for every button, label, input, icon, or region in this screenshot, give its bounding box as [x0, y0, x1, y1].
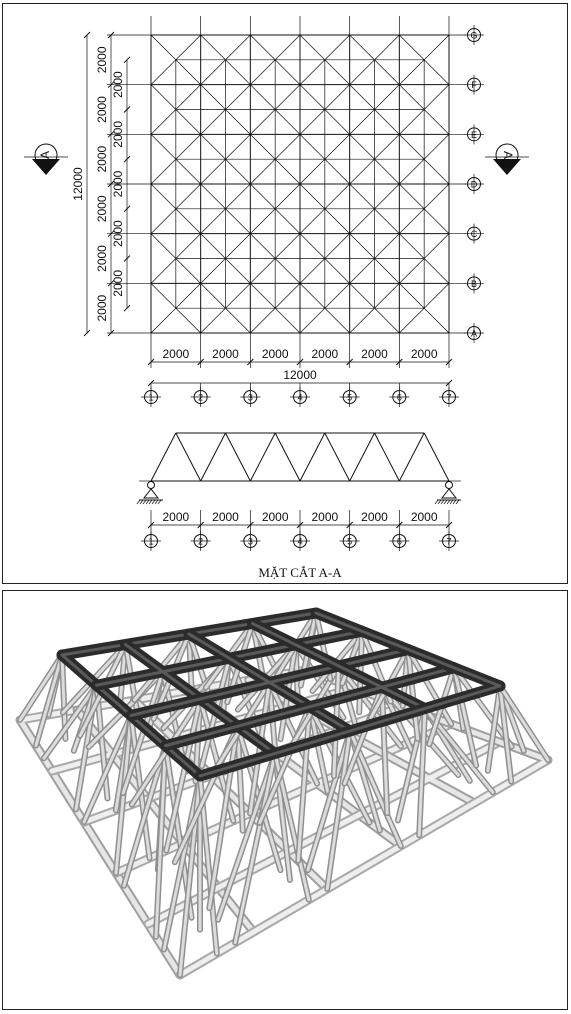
section-axis-1 — [141, 531, 161, 551]
bay-dim-x: 2000 — [410, 347, 438, 361]
section-axis-5 — [340, 531, 360, 551]
section-caption: MẶT CẮT A-A — [258, 565, 342, 580]
web-diagonal — [325, 433, 350, 481]
section-marker-left — [24, 144, 68, 175]
section-bay-dim: 2000 — [162, 510, 190, 524]
end-diagonal — [424, 433, 449, 481]
row-axis-A-label: A — [470, 328, 478, 339]
row-axis-C — [464, 224, 484, 244]
end-diagonal — [151, 433, 176, 481]
bay-dim-y-offset: 2000 — [111, 269, 125, 297]
total-dim-x: 12000 — [283, 368, 317, 382]
bay-dim-y: 2000 — [95, 96, 109, 123]
column-axis-7 — [439, 387, 459, 407]
support-2 — [435, 482, 461, 505]
bay-dim-y-offset: 2000 — [111, 170, 125, 198]
bay-dim-y: 2000 — [95, 195, 109, 223]
row-axis-E — [464, 124, 484, 144]
section-axis-4-label: 4 — [297, 536, 303, 547]
bay-dim-x: 2000 — [212, 347, 239, 361]
section-marker-right-label: A — [500, 150, 515, 160]
section-axis-6-label: 6 — [396, 536, 402, 547]
column-axis-5 — [340, 387, 360, 407]
space-truss-plan — [151, 16, 449, 333]
column-axis-3-label: 3 — [247, 392, 253, 403]
bay-dim-y-offset: 2000 — [111, 220, 125, 248]
web-pipe-highlight — [36, 655, 62, 746]
total-dim-y: 12000 — [71, 167, 85, 201]
section-bay-dim: 2000 — [361, 510, 388, 524]
row-axis-A — [464, 323, 484, 343]
row-axis-F-label: F — [471, 80, 477, 91]
row-axis-E-label: E — [470, 129, 478, 140]
column-axis-1-label: 1 — [148, 392, 154, 403]
section-axis-5-label: 5 — [347, 536, 353, 547]
bay-dim-x: 2000 — [311, 347, 339, 361]
row-axis-F — [464, 75, 484, 95]
truss-section — [137, 433, 461, 504]
web-diagonal — [250, 433, 275, 481]
section-marker-right — [485, 144, 529, 175]
section-bay-dim: 2000 — [212, 510, 239, 524]
column-axis-4 — [290, 387, 310, 407]
bay-dim-x: 2000 — [162, 347, 190, 361]
web-diagonal — [226, 433, 251, 481]
column-axis-2-label: 2 — [198, 392, 204, 403]
section-axis-3-label: 3 — [247, 536, 253, 547]
web-diagonal — [375, 433, 400, 481]
bay-dim-y: 2000 — [95, 145, 109, 173]
section-axis-7-label: 7 — [446, 536, 452, 547]
bay-dim-x: 2000 — [261, 347, 289, 361]
web-diagonal — [399, 433, 424, 481]
row-axis-G — [464, 25, 484, 45]
section-axis-2-label: 2 — [198, 536, 204, 547]
row-axis-D-label: D — [470, 179, 478, 190]
web-diagonal — [201, 433, 226, 481]
column-axis-6 — [389, 387, 409, 407]
support-1 — [137, 482, 163, 505]
bay-dim-x: 2000 — [361, 347, 388, 361]
bay-dim-y: 2000 — [95, 294, 109, 322]
web-diagonal — [350, 433, 375, 481]
web-diagonal — [176, 433, 201, 481]
column-axis-5-label: 5 — [347, 392, 353, 403]
web-diagonal — [275, 433, 300, 481]
column-axis-2 — [191, 387, 211, 407]
bay-dim-y: 2000 — [95, 245, 109, 272]
section-axis-7 — [439, 531, 459, 551]
section-axis-6 — [389, 531, 409, 551]
column-axis-6-label: 6 — [396, 392, 402, 403]
bay-dim-y-offset: 2000 — [111, 71, 125, 99]
row-axis-B — [464, 273, 484, 293]
section-axis-bubbles — [141, 531, 459, 551]
section-axis-1-label: 1 — [148, 536, 154, 547]
row-axis-C-label: C — [470, 229, 478, 240]
section-axis-3 — [240, 531, 260, 551]
bay-dim-y: 2000 — [95, 46, 109, 74]
column-axis-3 — [240, 387, 260, 407]
web-diagonal — [300, 433, 325, 481]
column-axis-7-label: 7 — [446, 392, 452, 403]
row-axis-D — [464, 174, 484, 194]
section-marker-left-label: A — [38, 150, 53, 160]
column-axis-4-label: 4 — [297, 392, 303, 403]
bay-dim-y-offset: 2000 — [111, 120, 125, 148]
section-axis-4 — [290, 531, 310, 551]
section-bay-dim: 2000 — [261, 510, 289, 524]
column-axis-1 — [141, 387, 161, 407]
truss-3d-render — [20, 613, 548, 975]
row-axis-B-label: B — [470, 278, 478, 289]
section-bay-dim: 2000 — [311, 510, 339, 524]
section-axis-2 — [191, 531, 211, 551]
section-bay-dim: 2000 — [410, 510, 438, 524]
row-axis-G-label: G — [470, 30, 478, 41]
